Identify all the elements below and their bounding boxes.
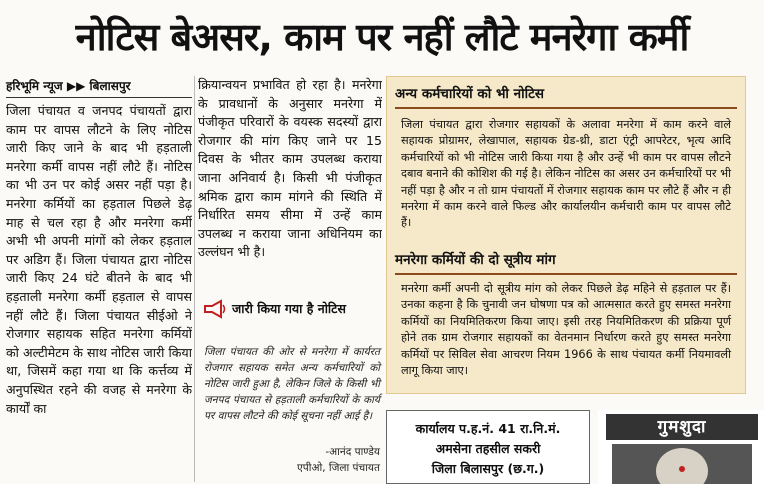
loudspeaker-icon [202,298,228,320]
office-line-1: कार्यालय प.ह.नं. 41 रा.नि.मं. [415,421,561,436]
missing-person-photo [612,444,752,484]
quote-author: -आनंद पाण्डेय [325,446,380,458]
notice-box-heading: जारी किया गया है नोटिस [232,301,346,316]
notice-box-signature [204,444,380,484]
notice-box-quote: जिला पंचायत की ओर से मनरेगा में कार्यरत रोजगार सहायक समेत अन्य कर्मचारियों को नोटिस जारी हुआ है, लेकिन जिले के किसी भी जनपद पंचायत से हड़ताली कर्मचारियों के कार्य पर वापस लौटने की कोई सूचना नहीं आई है। [204,346,380,422]
byline: हरिभूमि न्यूज ▶▶ बिलासपुर [6,76,192,98]
column-divider [194,76,195,482]
section-rule [395,107,737,109]
bindi-mark [679,466,685,472]
notice-box-header [202,294,382,324]
office-notice-box [386,410,590,484]
headline: नोटिस बेअसर, काम पर नहीं लौटे मनरेगा कर्मी [75,15,689,59]
sidebar-panel [386,76,746,394]
section2-heading: मनरेगा कर्मियों की दो सूत्रीय मांग [395,249,627,271]
section-rule [395,273,737,275]
office-line-3: जिला बिलासपुर (छ.ग.) [431,461,545,476]
section1-heading: अन्य कर्मचारियों को भी नोटिस [395,83,627,105]
office-line-2: अमसेना तहसील सकरी [435,441,541,456]
missing-person-box [598,410,764,484]
missing-person-title: गुमशुदा [606,414,758,440]
section2-text: मनरेगा कर्मी अपनी दो सूत्रीय मांग को लेकर पिछले डेढ़ महिने से हड़ताल पर हैं। उनका कहना है कि चुनावी जन घोषणा पत्र को आत्मसात करते हुए समस्त मनरेगा कर्मियों का नियमितिकरण किया जाए। इसी तरह नियमितिकरण की प्रक्रिया पूर्ण होने तक ग्राम रोजगार सहायकों का वेतनमान निर्धारण करते हुए समस्त मनरेगा कर्मियों पर सिविल सेवा आचरण नियम 1966 के साथ पंचायत कर्मी नियमावली लागू किया जाए। [401,282,731,378]
section1-text: जिला पंचायत द्वारा रोजगार सहायकों के अलावा मनरेगा में काम करने वाले सहायक प्रोग्रामर, लेखापाल, सहायक ग्रेड-थ्री, डाटा एंट्री आपरेटर, भृत्य आदि कर्मचारियों को भी नोटिस जारी किया गया है और उन्हें भी काम पर वापस लौटने दबाव बनाने की कोशिश की गई है। लेकिन नोटिस का असर उन कर्मचारियों पर भी नहीं पड़ा है और न तो ग्राम पंचायतों में रोजगार सहायक काम पर लौटे हैं और न ही मनरेगा में काम करने वाले फिल्ड और कार्यालयीन कर्मचारी काम पर वापस लौटे हैं। [401,118,731,230]
quote-designation: एपीओ, जिला पंचायत [296,462,380,474]
article-column-1: जिला पंचायत व जनपद पंचायतों द्वारा काम पर वापस लौटने के लिए नोटिस जारी किए जाने के बाद भी हड़ताली मनरेगा कर्मी वापस नहीं लौटे हैं। नोटिस का भी उन पर कोई असर नहीं पड़ा है। मनरेगा कर्मियों का हड़ताल पिछले डेढ़ माह से चल रहा है और मनरेगा कर्मी अभी भी अपनी मांगों को लेकर हड़ताल पर अडिग हैं। जिला पंचायत द्वारा नोटिस जारी किए 24 घंटे बीतने के बाद भी हड़ताली मनरेगा कर्मी हड़ताल से वापस नहीं लौटे हैं। जिला पंचायत सीईओ ने रोजगार सहायक सहित मनरेगा कर्मियों को अल्टीमेटम के साथ नोटिस जारी किया था, जिसमें कहा गया था कि कर्त्तव्य में अनुपस्थित रहने की वजह से मनरेगा के कार्यों का [6,103,192,416]
article-column-2: क्रियान्वयन प्रभावित हो रहा है। मनरेगा के प्रावधानों के अनुसार मनरेगा में पंजीकृत परिवारों के वयस्क सदस्यों द्वारा रोजगार की मांग किए जाने पर 15 दिवस के भीतर काम उपलब्ध कराया जाना अनिवार्य है। किसी भी पंजीकृत श्रमिक द्वारा काम मांगने की स्थिति में निर्धारित समय सीमा में उन्हें काम उपलब्ध न कराया जाना अधिनियम का उल्लंघन भी है। [198,77,382,260]
